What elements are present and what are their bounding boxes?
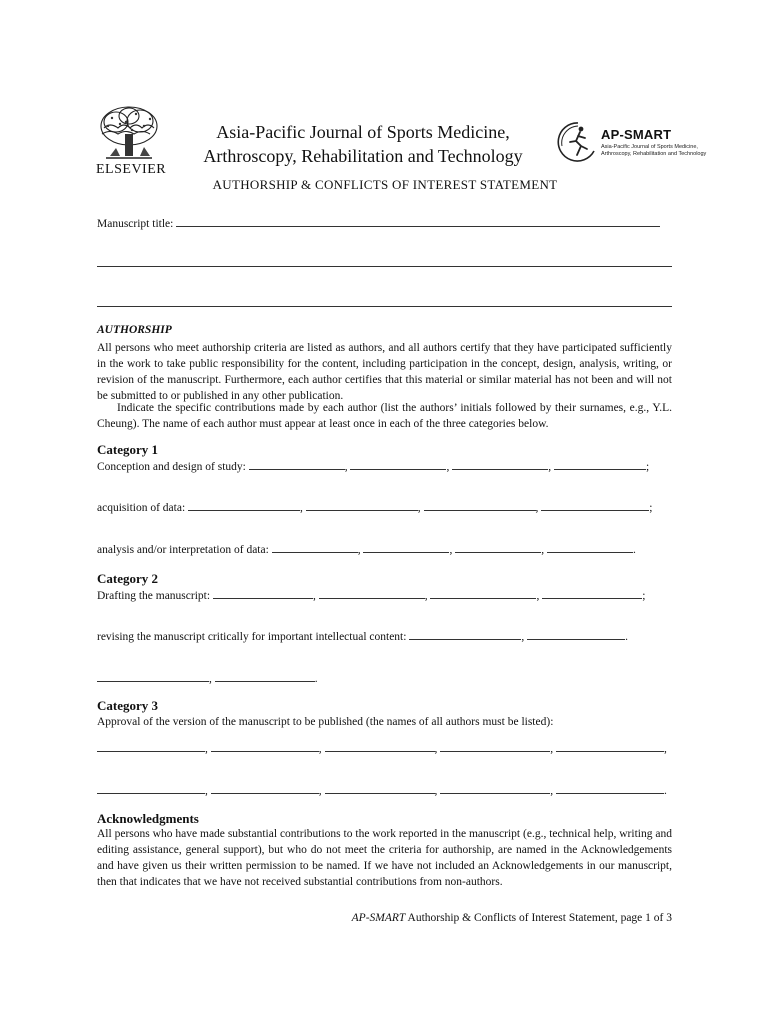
category1-acquisition-label: acquisition of data:: [97, 502, 186, 514]
analysis-author-field-2[interactable]: [363, 542, 449, 553]
authorship-heading: AUTHORSHIP: [97, 324, 172, 336]
category3-heading: Category 3: [97, 698, 159, 713]
authorship-instruction: Indicate the specific contributions made by each author (list the authors’ initials followed by their surnames, e.g., Y.L. Cheung). The name of each author must appear at least once in each of the three categories below.: [97, 402, 672, 430]
acquisition-author-field-4[interactable]: [541, 500, 649, 511]
apsmart-subtitle-line2: Arthroscopy, Rehabilitation and Technology: [601, 150, 707, 157]
manuscript-title-field[interactable]: [176, 216, 660, 227]
statement-title: AUTHORSHIP & CONFLICTS OF INTEREST STATEMENT: [212, 177, 558, 192]
footer-journal-abbrev: AP-SMART: [351, 912, 406, 924]
acknowledgments-heading: Acknowledgments: [97, 811, 199, 826]
acquisition-author-field-3[interactable]: [424, 500, 536, 511]
conception-author-field-2[interactable]: [350, 459, 446, 470]
category3-approval-row-2: , , , , .: [97, 783, 667, 799]
conception-author-field-1[interactable]: [249, 459, 345, 470]
category1-heading: Category 1: [97, 442, 159, 457]
apsmart-subtitle-line1: Asia-Pacific Journal of Sports Medicine,: [601, 144, 698, 150]
approval-author-field-9[interactable]: [440, 783, 550, 794]
category3-approval-row-1: , , , , ,: [97, 741, 667, 757]
drafting-author-field-3[interactable]: [430, 588, 536, 599]
revising-author-field-3[interactable]: [97, 671, 209, 682]
apsmart-name: AP-SMART: [601, 127, 672, 142]
manuscript-title-field-line3[interactable]: [97, 306, 672, 307]
approval-author-field-1[interactable]: [97, 741, 205, 752]
apsmart-subtitle: [601, 144, 721, 157]
page-footer: [352, 912, 672, 924]
manuscript-title-label: Manuscript title:: [97, 218, 174, 230]
conception-author-field-3[interactable]: [452, 459, 548, 470]
category1-conception-label: Conception and design of study:: [97, 461, 246, 473]
publisher-name: ELSEVIER: [96, 162, 167, 177]
category1-acquisition-row: acquisition of data: , , , ;: [97, 502, 653, 514]
category2-drafting-row: Drafting the manuscript: , , , ;: [97, 590, 646, 602]
category2-revising-row-continued: , .: [97, 671, 318, 687]
revising-author-field-1[interactable]: [409, 629, 521, 640]
category2-revising-row: revising the manuscript critically for important intellectual content: , .: [97, 631, 628, 643]
manuscript-title-row: [97, 216, 660, 232]
acknowledgments-paragraph: All persons who have made substantial contributions to the work reported in the manuscript (e.g., technical help, writing and editing assistance, general support), but who do not meet the criteria for authorship, are named in the Acknowledgements and have given us their written permission to be named. If we have not included an Acknowledgements in our manuscript, then that indicates that we have not received substantial contributions from non-authors.: [97, 828, 672, 888]
approval-author-field-8[interactable]: [325, 783, 435, 794]
category3-approval-label: Approval of the version of the manuscript to be published (the names of all authors must be listed):: [97, 716, 554, 728]
acquisition-author-field-2[interactable]: [306, 500, 418, 511]
category1-conception-row: Conception and design of study: , , , ;: [97, 461, 650, 473]
approval-author-field-7[interactable]: [211, 783, 319, 794]
authorship-paragraph: All persons who meet authorship criteria are listed as authors, and all authors certify that they have participated sufficiently in the work to take public responsibility for the content, including participation in the concept, design, analysis, writing, or revision of the manuscript. Furthermore, each author certifies that this material or similar material has not been and will not be submitted to or published in any other publication.: [97, 342, 672, 402]
drafting-author-field-2[interactable]: [319, 588, 425, 599]
revising-author-field-4[interactable]: [215, 671, 315, 682]
acquisition-author-field-1[interactable]: [188, 500, 300, 511]
manuscript-title-field-line2[interactable]: [97, 266, 672, 267]
apsmart-runner-icon: [556, 120, 600, 164]
approval-author-field-3[interactable]: [325, 741, 435, 752]
category1-analysis-label: analysis and/or interpretation of data:: [97, 544, 269, 556]
category1-analysis-row: analysis and/or interpretation of data: , , , .: [97, 544, 636, 556]
analysis-author-field-4[interactable]: [547, 542, 633, 553]
approval-author-field-2[interactable]: [211, 741, 319, 752]
footer-page-text: Authorship & Conflicts of Interest Statement, page 1 of 3: [405, 912, 672, 924]
category2-revising-label: revising the manuscript critically for important intellectual content:: [97, 631, 407, 643]
drafting-author-field-4[interactable]: [542, 588, 642, 599]
approval-author-field-5[interactable]: [556, 741, 664, 752]
journal-title-line2: Arthroscopy, Rehabilitation and Technology: [203, 146, 523, 166]
category2-drafting-label: Drafting the manuscript:: [97, 590, 211, 602]
journal-title-line1: Asia-Pacific Journal of Sports Medicine,: [216, 122, 510, 142]
analysis-author-field-1[interactable]: [272, 542, 358, 553]
category2-heading: Category 2: [97, 571, 159, 586]
journal-title: [178, 120, 548, 168]
conception-author-field-4[interactable]: [554, 459, 646, 470]
approval-author-field-10[interactable]: [556, 783, 664, 794]
approval-author-field-4[interactable]: [440, 741, 550, 752]
revising-author-field-2[interactable]: [527, 629, 625, 640]
drafting-author-field-1[interactable]: [213, 588, 313, 599]
analysis-author-field-3[interactable]: [455, 542, 541, 553]
approval-author-field-6[interactable]: [97, 783, 205, 794]
